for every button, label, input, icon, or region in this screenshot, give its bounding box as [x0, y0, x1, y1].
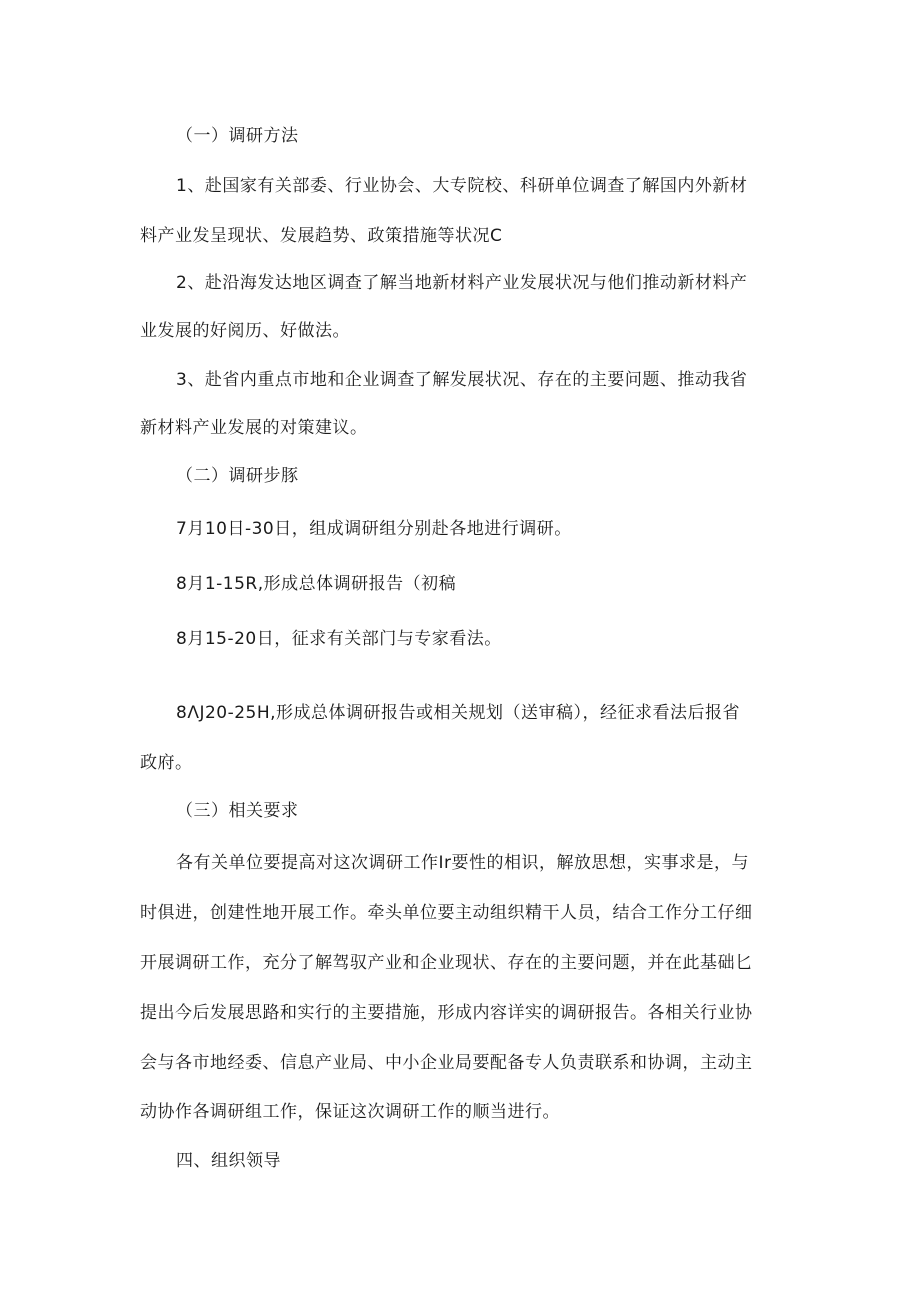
- paragraph-line: 政府。: [140, 753, 193, 773]
- paragraph-line: 开展调研工作，充分了解驾驭产业和企业现状、存在的主要问题，并在此基础匕: [140, 953, 753, 973]
- paragraph-line: 1、赴国家有关部委、行业协会、大专院校、科研单位调查了解国内外新材: [176, 176, 748, 196]
- paragraph-line: 业发展的好阅历、好做法。: [140, 321, 350, 341]
- paragraph-line: 时俱进，创建性地开展工作。牵头单位要主动组织精干人员，结合工作分工仔细: [140, 903, 753, 923]
- paragraph-line: 8月1-15R,形成总体调研报告（初稿: [176, 574, 457, 594]
- paragraph-line: 料产业发呈现状、发展趋势、政策措施等状况C: [140, 226, 503, 246]
- paragraph-line: 8月15-20日，征求有关部门与专家看法。: [176, 629, 502, 649]
- paragraph-line: 各有关单位要提高对这次调研工作Ir要性的相识，解放思想，实事求是，与: [176, 853, 750, 873]
- paragraph-line: 8ΛJ20-25H,形成总体调研报告或相关规划（送审稿），经征求看法后报省: [176, 703, 741, 723]
- section-heading-methods: （一）调研方法: [176, 126, 299, 146]
- section-heading-leadership: 四、组织领导: [176, 1151, 281, 1171]
- paragraph-line: 会与各市地经委、信息产业局、中小企业局要配备专人负责联系和协调，主动主: [140, 1053, 753, 1073]
- paragraph-line: 7月10日-30日，组成调研组分别赴各地进行调研。: [176, 519, 572, 539]
- paragraph-line: 提出今后发展思路和实行的主要措施，形成内容详实的调研报告。各相关行业协: [140, 1003, 753, 1023]
- paragraph-line: 动协作各调研组工作，保证这次调研工作的顺当进行。: [140, 1102, 560, 1122]
- paragraph-line: 新材料产业发展的对策建议。: [140, 418, 368, 438]
- paragraph-line: 3、赴省内重点市地和企业调查了解发展状况、存在的主要问题、推动我省: [176, 370, 748, 390]
- section-heading-requirements: （三）相关要求: [176, 801, 299, 821]
- section-heading-steps: （二）调研步豚: [176, 466, 299, 486]
- paragraph-line: 2、赴沿海发达地区调查了解当地新材料产业发展状况与他们推动新材料产: [176, 273, 748, 293]
